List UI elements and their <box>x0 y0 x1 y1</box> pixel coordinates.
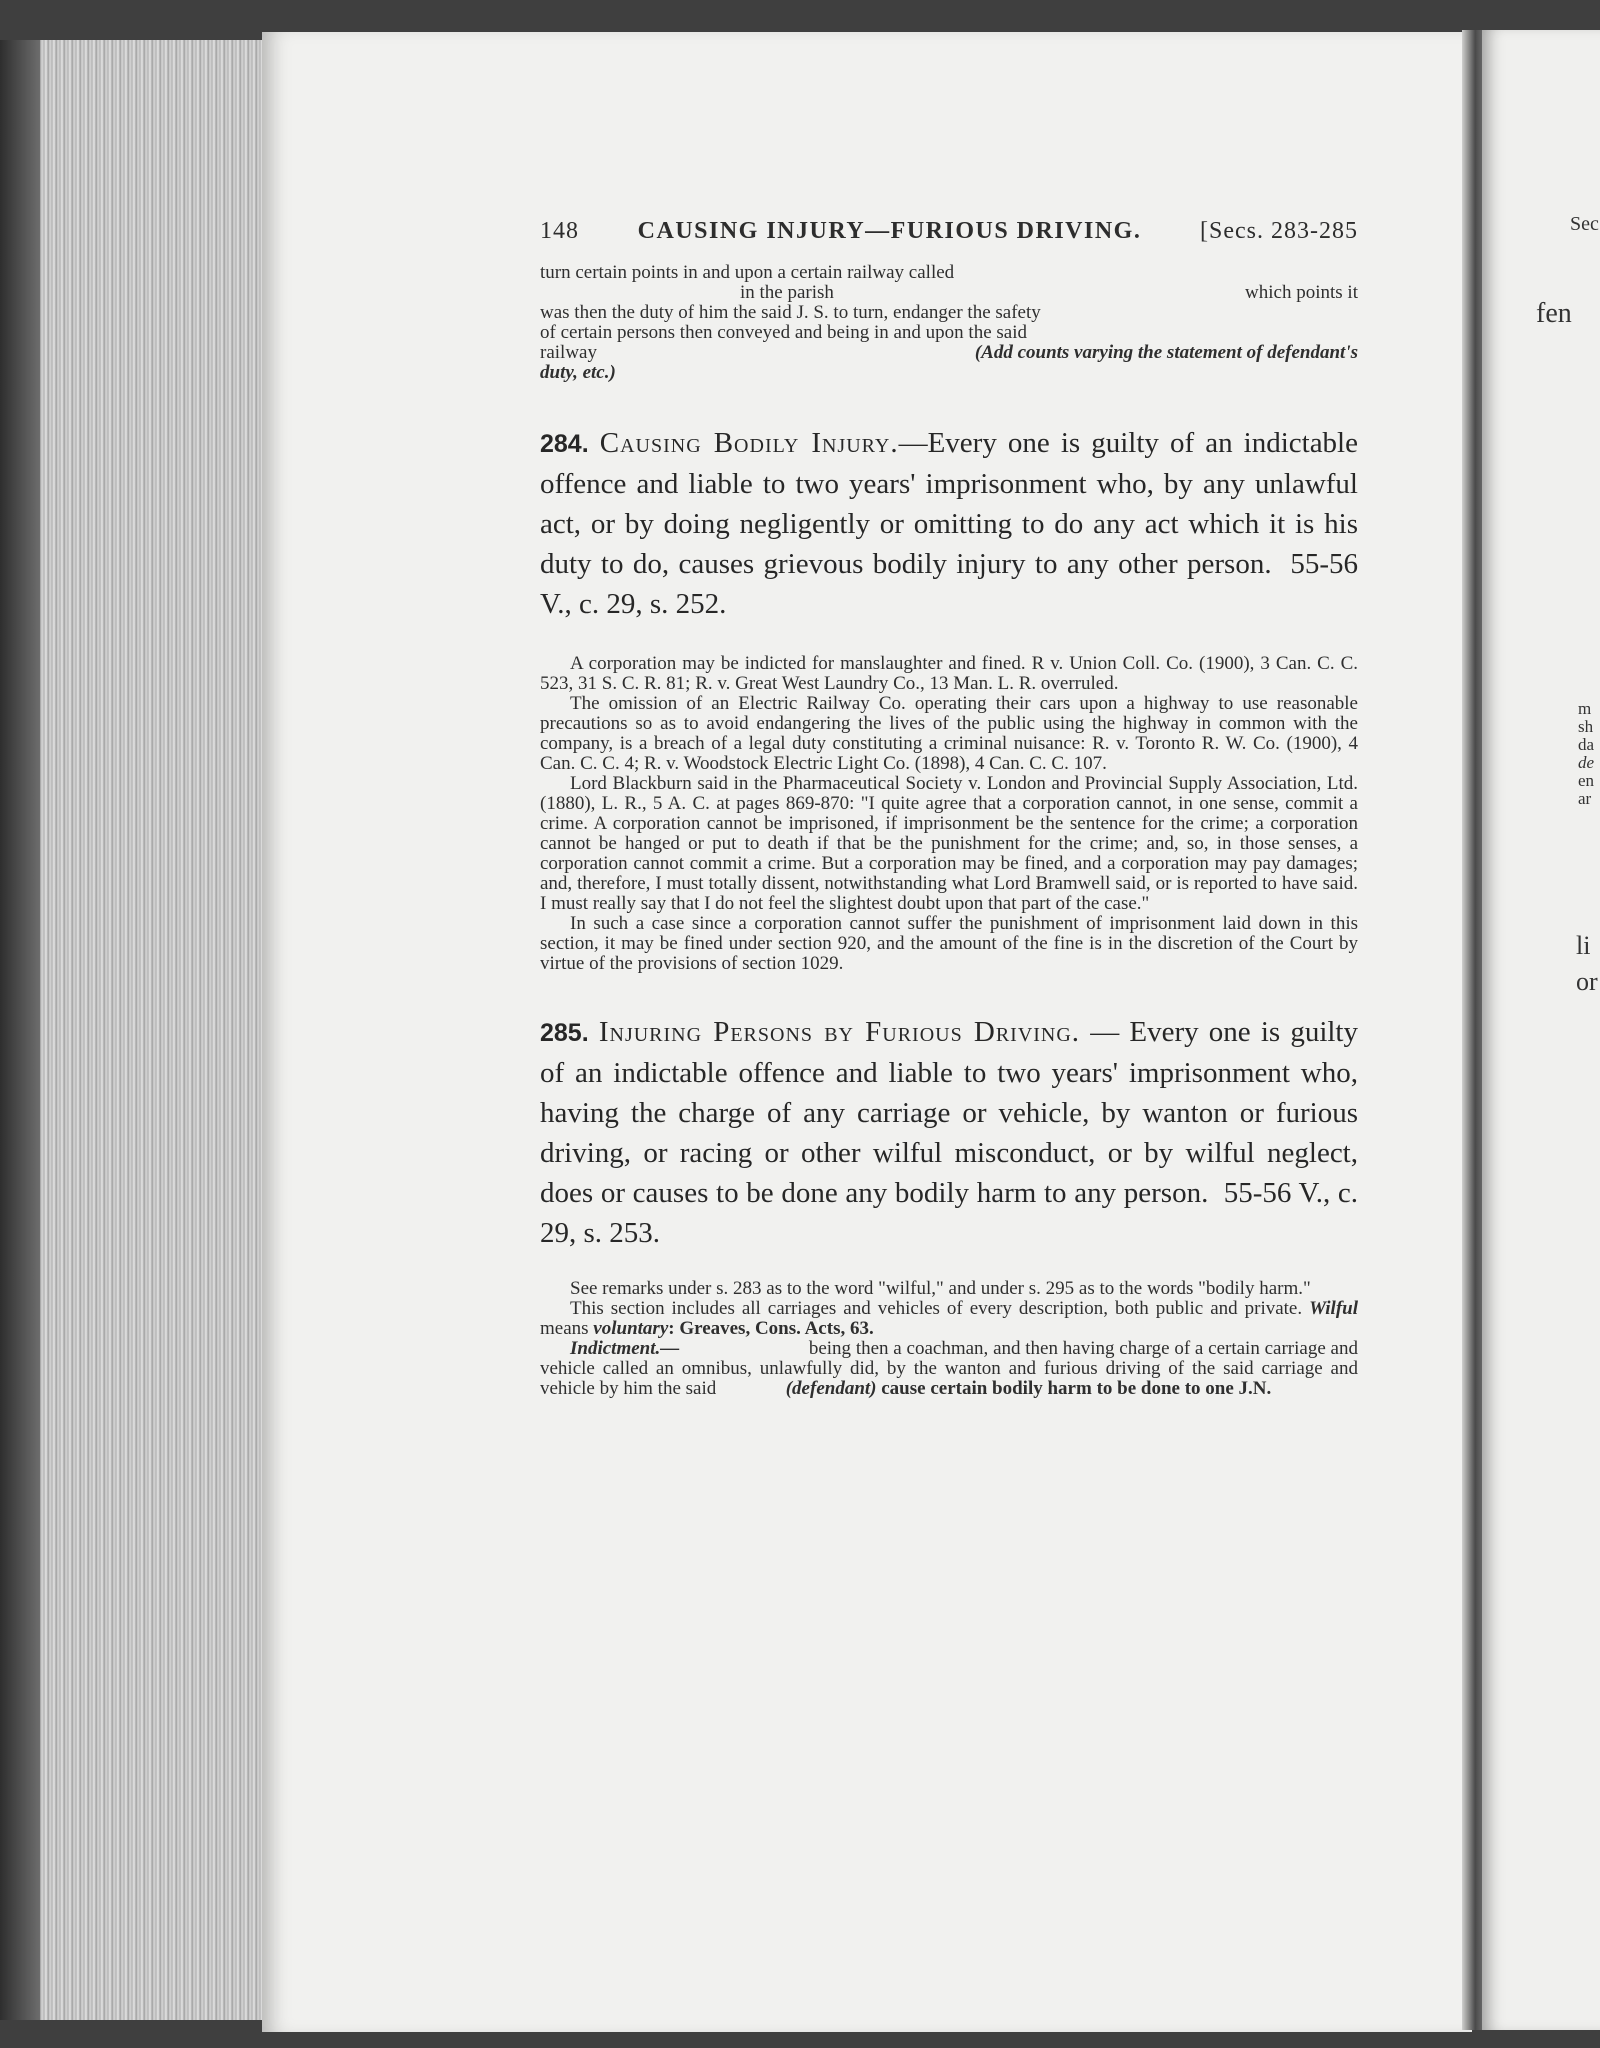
notes-285 <box>540 1279 1358 1399</box>
section-284 <box>540 423 1358 624</box>
note-paragraph: A corporation may be indicted for manslaughter and fined. R v. Union Coll. Co. (1900), 3 Can. C. C. 523, 31 S. C. R. 81; R. v. Great West Laundry Co., 13 Man. L. R. overruled. <box>540 653 1358 694</box>
note-text: : Greaves, Cons. Acts, 63. <box>668 1318 874 1339</box>
facing-fragment: da <box>1578 735 1595 754</box>
facing-fragment: li <box>1576 931 1591 960</box>
note-paragraph: Lord Blackburn said in the Pharmaceutical Society v. London and Provincial Supply Association, Ltd. (1880), L. R., 5 A. C. at pages 869-870: "I quite agree that a corporation cannot, in one sense, commit a crime. A corporation cannot be imprisoned, if imprisonment be the sentence for the crime; a corporation cannot be hanged or put to death if that be the punishment for the crime; and, so, in those senses, a corporation cannot commit a crime. But a corporation may be fined, and a corporation may pay damages; and, therefore, I must totally dissent, notwithstanding what Lord Bramwell said, or is reported to have said. I must really say that I do not feel the slightest doubt upon that part of the case." <box>540 773 1358 914</box>
facing-fragment: sh <box>1578 717 1594 736</box>
section-heading: Injuring Persons by Furious Driving. <box>598 1016 1081 1048</box>
facing-fragment: or <box>1576 967 1598 996</box>
indictment-text: cause certain bodily harm to be done to one J.N. <box>881 1378 1272 1399</box>
book-page-edges <box>0 40 270 2020</box>
form-text: which points it <box>1245 282 1358 303</box>
facing-fragment: de <box>1578 753 1595 772</box>
page-content <box>540 218 1358 1399</box>
note-paragraph: In such a case since a corporation cannot suffer the punishment of imprisonment laid down in this section, it may be fined under section 920, and the amount of the fine is in the discretion of the Court by virtue of the provisions of section 1029. <box>540 913 1358 974</box>
section-285 <box>540 1012 1358 1253</box>
facing-fragment: m <box>1578 699 1592 718</box>
form-text: (Add counts varying the statement of defendant's <box>974 342 1358 363</box>
section-heading: Causing Bodily Injury. <box>599 427 899 459</box>
note-text: voluntary <box>593 1318 669 1339</box>
form-text: in the parish <box>740 282 834 303</box>
form-line: was then the duty of him the said J. S. to turn, endanger the safety <box>540 302 1041 323</box>
section-text: —Every one is guilty of an indictable offence and liable to two years' imprisonment who, by any unlawful act, or by doing negligently or omitting to do any act which it is his duty to do, causes grievous bodily injury to any other person. <box>540 427 1358 580</box>
form-line: turn certain points in and upon a certain railway called <box>540 262 955 283</box>
form-line <box>540 363 1358 383</box>
form-line <box>540 343 1358 363</box>
facing-fragment: fen <box>1536 298 1572 329</box>
form-text: railway <box>540 342 597 363</box>
note-text: means <box>540 1318 589 1339</box>
indictment-text: (defendant) <box>785 1378 877 1399</box>
note-paragraph <box>540 1299 1358 1339</box>
form-line <box>540 283 1358 303</box>
section-number: 284. <box>540 430 589 458</box>
form-line: of certain persons then conveyed and being in and upon the said <box>540 322 1027 343</box>
indictment-text: being then a coachman, and then having charge of a certain carriage and vehicle called an omnibus, unlawfully did, by the wanton and furious driving of the said carriage and vehicle by him the said <box>540 1338 1358 1399</box>
form-text: duty, etc.) <box>540 362 616 383</box>
facing-fragment: en <box>1578 771 1595 790</box>
note-text: Wilful <box>1309 1298 1359 1319</box>
section-citation: 55-56 V., c. 29, s. 252. <box>540 548 1359 620</box>
page-number: 148 <box>540 218 579 244</box>
notes-284 <box>540 654 1358 974</box>
note-paragraph: The omission of an Electric Railway Co. operating their cars upon a highway to use reasonable precautions so as to avoid endangering the lives of the public using the highway in common with the company, is a breach of a legal duty constituting a criminal nuisance: R. v. Toronto R. W. Co. (1900), 4 Can. C. C. 4; R. v. Woodstock Electric Light Co. (1898), 4 Can. C. C. 107. <box>540 693 1358 774</box>
section-text: — Every one is guilty of an indictable offence and liable to two years' imprisonment who, having the charge of any carriage or vehicle, by wanton or furious driving, or racing or other wilful misconduct, or by wilful neglect, does or causes to be done any bodily harm to any person. <box>540 1016 1358 1209</box>
note-text: This section includes all carriages and vehicles of every description, both public and private. <box>570 1298 1303 1319</box>
facing-fragment: Sec <box>1570 213 1599 235</box>
facing-fragment: ar <box>1578 789 1592 808</box>
indictment-label: Indictment.— <box>570 1338 680 1359</box>
running-head <box>540 218 1358 245</box>
note-paragraph: See remarks under s. 283 as to the word "wilful," and under s. 295 as to the words "bodily harm." <box>570 1278 1311 1299</box>
indictment-paragraph <box>540 1339 1358 1399</box>
facing-page <box>1482 30 1600 2030</box>
running-title: CAUSING INJURY—FURIOUS DRIVING. <box>637 218 1142 244</box>
section-number: 285. <box>540 1019 589 1047</box>
section-range: [Secs. 283-285 <box>1200 218 1358 244</box>
section-citation: 55-56 V., c. 29, s. 253. <box>540 1177 1359 1249</box>
form-continuation <box>540 263 1358 383</box>
